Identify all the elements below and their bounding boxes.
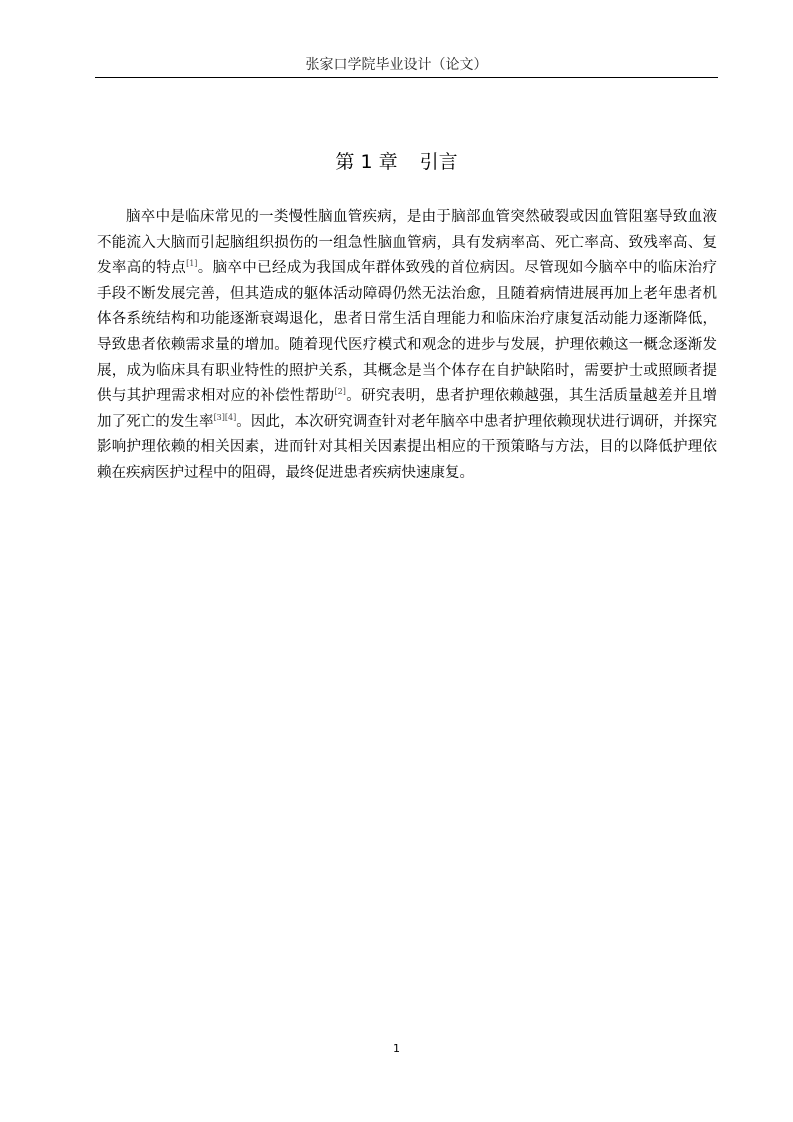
- citation-ref: [2]: [334, 387, 346, 397]
- citation-ref: [1]: [186, 259, 198, 269]
- paragraph-text: 。因此，本次研究调查针对老年脑卒中患者护理依赖现状进行调研，并探究影响护理依赖的相关因素，进而针对其相关因素提出相应的干预策略与方法，目的以降低护理依赖在疾病医护过程中的阻碍，最终促进患者疾病快速康复。: [97, 413, 718, 481]
- chapter-number: 第 1 章: [335, 151, 398, 173]
- paragraph-text: 。脑卒中已经成为我国成年群体致残的首位病因。尽管现如今脑卒中的临床治疗手段不断发展完善，但其造成的躯体活动障碍仍然无法治愈，且随着病情进展再加上老年患者机体各系统结构和功能逐渐衰竭退化，患者日常生活自理能力和临床治疗康复活动能力逐渐降低，导致患者依赖需求量的增加。随着现代医疗模式和观念的进步与发展，护理依赖这一概念逐渐发展，成为临床具有职业特性的照护关系，其概念是当个体存在自护缺陷时，需要护士或照顾者提供与其护理需求相对应的补偿性帮助: [97, 260, 718, 405]
- citation-ref: [3][4]: [213, 412, 237, 422]
- body-paragraph: [97, 205, 717, 487]
- paragraph-text: 脑卒中是临床常见的一类慢性脑血管疾病，是由于脑部血管突然破裂或因血管阻塞导致血液不能流入大脑而引起脑组织损伤的一组急性脑血管病，具有发病率高、死亡率高、致残率高、复发率高的特点: [97, 209, 717, 277]
- page-number: 1: [393, 1042, 400, 1055]
- chapter-title-text: 引言: [419, 151, 458, 173]
- header-divider: [95, 77, 718, 78]
- paragraph-text: 。研究表明，患者护理依赖越强，其生活质量越差并且增加了死亡的发生率: [97, 388, 718, 430]
- running-header: 张家口学院毕业设计（论文）: [305, 57, 488, 73]
- chapter-heading: [0, 150, 793, 174]
